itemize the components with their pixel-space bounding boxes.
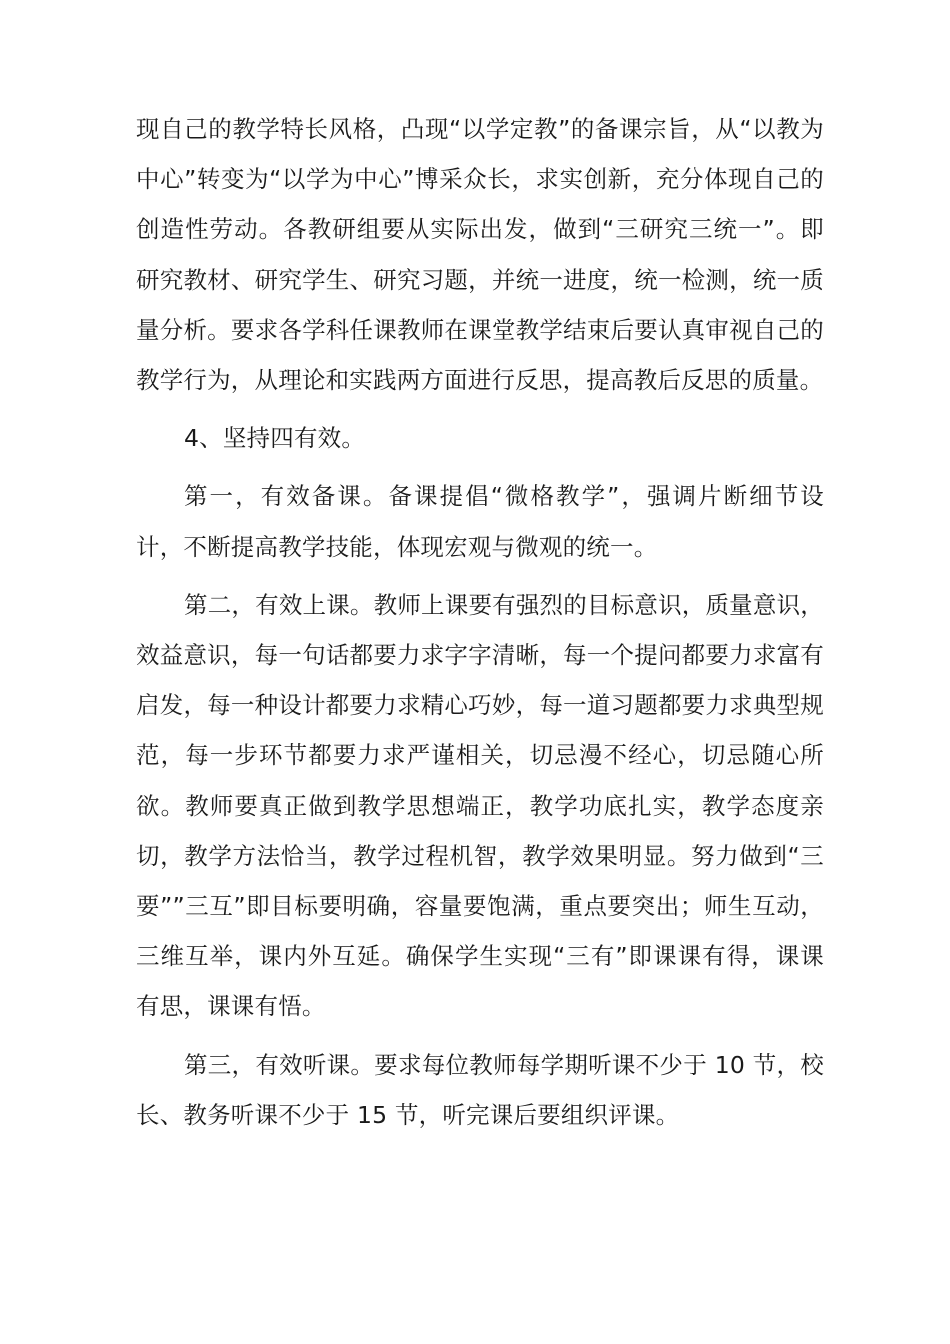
paragraph-effective-observation: 第三，有效听课。要求每位教师每学期听课不少于 10 节，校长、教务听课不少于 15 节，听完课后要组织评课。 <box>136 1050 824 1129</box>
paragraph-effective-teaching: 第二，有效上课。教师上课要有强烈的目标意识，质量意识，效益意识，每一句话都要力求字字清晰，每一个提问都要力求富有启发，每一种设计都要力求精心巧妙，每一道习题都要力求典型规范，每一步环节都要力求严谨相关，切忌漫不经心，切忌随心所欲。教师要真正做到教学思想端正，教学功底扎实，教学态度亲切，教学方法恰当，教学过程机智，教学效果明显。努力做到“三要””三互”即目标要明确，容量要饱满，重点要突出；师生互动，三维互举，课内外互延。确保学生实现“三有”即课课有得，课课有思，课课有悟。 <box>136 590 824 1021</box>
document-body <box>136 104 824 1140</box>
paragraph-effective-lesson-prep: 第一，有效备课。备课提倡“微格教学”，强调片断细节设计，不断提高教学技能，体现宏观与微观的统一。 <box>136 482 824 561</box>
paragraph-continuation: 现自己的教学特长风格，凸现“以学定教”的备课宗旨，从“以教为中心”转变为“以学为中心”博采众长，求实创新，充分体现自己的创造性劳动。各教研组要从实际出发，做到“三研究三统一”。即研究教材、研究学生、研究习题，并统一进度，统一检测，统一质量分析。要求各学科任课教师在课堂教学结束后要认真审视自己的教学行为，从理论和实践两方面进行反思，提高教后反思的质量。 <box>136 115 824 395</box>
section-heading-four-effectiveness: 4、坚持四有效。 <box>184 424 366 453</box>
